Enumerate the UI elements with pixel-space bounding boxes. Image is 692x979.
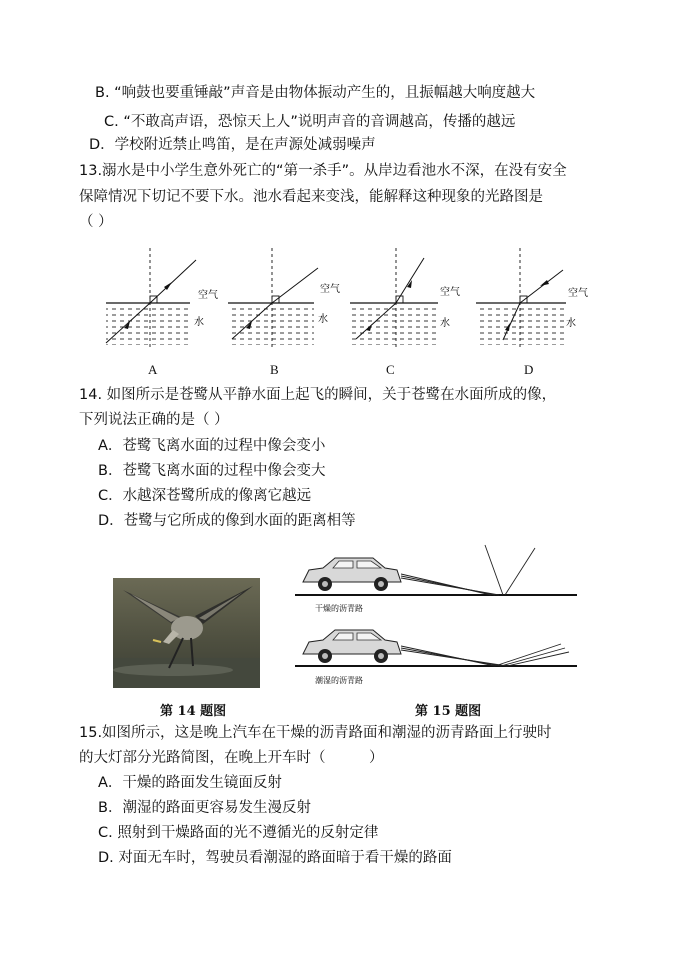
label-air: 空气 [320,284,340,295]
q15-option-c: C. 照射到干燥路面的光不遵循光的反射定律 [98,825,379,841]
road-diagrams [295,540,580,690]
q12-option-c: C. “不敢高声语，恐惊天上人”说明声音的音调越高，传播的越远 [104,114,516,130]
q15-stem-line1: 15.如图所示，这是晚上汽车在干燥的沥青路面和潮湿的沥青路面上行驶时 [79,725,552,741]
q15-option-a: A．干燥的路面发生镜面反射 [98,775,282,791]
car-dry [303,558,401,591]
caption-figure-14: 第 14 题图 [160,704,227,719]
q14-stem-line1: 14. 如图所示是苍鹭从平静水面上起飞的瞬间，关于苍鹭在水面所成的像， [79,387,557,403]
q12-option-b: B. “响鼓也要重锤敲”声音是由物体振动产生的，且振幅越大响度越大 [95,85,536,101]
q13-stem-line2: 保障情况下切记不要下水。池水看起来变浅，能解释这种现象的光路图是 [79,189,543,205]
label-air: 空气 [440,287,460,298]
dry-light-rays [401,545,535,595]
q13-diagrams [0,240,692,370]
label-water: 水 [566,318,576,329]
q14-option-b: B．苍鹭飞离水面的过程中像会变大 [98,463,326,479]
dry-road-label: 干燥的沥青路 [315,604,363,613]
diagram-label-a: A [148,362,158,377]
label-water: 水 [318,314,328,325]
heron-photo [113,578,260,688]
q14-stem-line2: 下列说法正确的是（ ） [79,412,229,428]
q13-stem-line1: 13.溺水是中小学生意外死亡的“第一杀手”。从岸边看池水不深，在没有安全 [79,163,567,179]
q15-stem-line2: 的大灯部分光路简图，在晚上开车时（ ） [79,750,384,766]
wet-road-label: 潮湿的沥青路 [315,676,363,685]
diagram-label-d: D [524,362,534,377]
label-air: 空气 [198,290,218,301]
q15-option-d: D. 对面无车时，驾驶员看潮湿的路面暗于看干燥的路面 [98,850,452,866]
diagram-label-b: B [270,362,279,377]
diagram-a [106,248,218,348]
diagram-d [476,248,588,348]
caption-figure-15: 第 15 题图 [415,704,482,719]
diagram-c [350,248,460,348]
wet-light-rays [401,644,569,666]
q14-option-c: C．水越深苍鹭所成的像离它越远 [98,488,312,504]
q12-option-d: D．学校附近禁止鸣笛，是在声源处减弱噪声 [89,137,376,153]
label-air: 空气 [568,288,588,299]
q14-option-a: A．苍鹭飞离水面的过程中像会变小 [98,438,326,454]
label-water: 水 [440,318,450,329]
q15-option-b: B．潮湿的路面更容易发生漫反射 [98,800,311,816]
diagram-b [228,248,340,348]
label-water: 水 [194,317,204,328]
diagram-label-c: C [386,362,395,377]
q14-option-d: D．苍鹭与它所成的像到水面的距离相等 [98,513,356,529]
car-wet [303,630,401,663]
q13-stem-line3: （ ） [79,214,113,230]
